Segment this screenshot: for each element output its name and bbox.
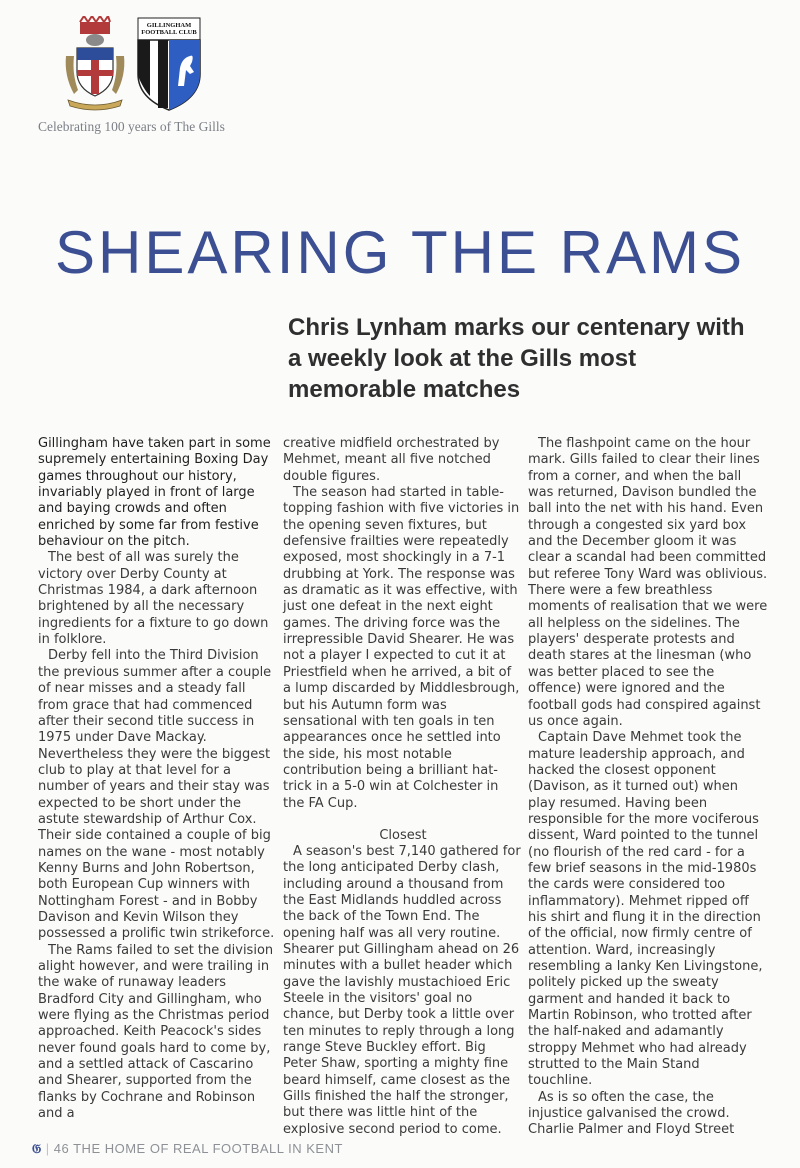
intro-paragraph: Gillingham have taken part in some supremely entertaining Boxing Day games throughout our history, invariably played in front of large and baying crowds and often enriched by some far from festive behaviour on the pitch.	[38, 436, 271, 550]
badge-lettering: GILLINGHAM FOOTBALL CLUB	[141, 22, 197, 36]
body-paragraph: As is so often the case, the injustice galvanised the crowd. Charlie Palmer and Floyd Street	[528, 1089, 735, 1138]
page-footer: 𝔊 | 46 THE HOME OF REAL FOOTBALL IN KENT	[32, 1141, 343, 1156]
body-paragraph: The flashpoint came on the hour mark. Gills failed to clear their lines from a corner, and when the ball was returned, Davison bundled the ball into the net with his hand. Even through a congested six yard box and the December gloom it was clear a scandal had been committed but referee Tony Ward was oblivious. There were a few breathless moments of realisation that we were all helpless on the sidelines. The players' desperate protests and death stares at the linesman (who was better placed to see the offence) were ignored and the football gods had conspired against us once again.	[528, 436, 768, 729]
club-monogram-icon: 𝔊	[32, 1141, 42, 1156]
article-standfirst: Chris Lynham marks our centenary with a weekly look at the Gills most memorable matches	[288, 314, 745, 403]
page-number: 46	[53, 1141, 70, 1156]
article-column-2	[283, 436, 523, 1138]
section-subheading: Closest	[379, 827, 427, 843]
body-paragraph: Captain Dave Mehmet took the mature leadership approach, and hacked the closest opponent (Davison, as it turned out) when play resumed. Having been responsible for the more vociferous dissent, Ward pointed to the tunnel (no flourish of the red card - for a few brief seasons in the mid-1980s the cards were considered too inflammatory). Mehmet ripped off his shirt and flung it in the direction of the official, now firmly centre of attention. Ward, increasingly resembling a lanky Ken Livingstone, politely picked up the sweaty garment and handed it back to Martin Robinson, who trotted after the half-naked and adamantly stroppy Mehmet who had already strutted to the Main Stand touchline.	[528, 730, 763, 1089]
body-paragraph: The season had started in table-topping fashion with five victories in the opening seven fixtures, but defensive frailties were repeatedly exposed, most shockingly in a 7-1 drubbing at York. The response was as dramatic as it was effective, with just one defeat in the next eight games. The driving force was the irrepressible David Shearer. He was not a player I expected to cut it at Priestfield when he arrived, a bit of a lump discarded by Middlesbrough, but his Autumn form was sensational with ten goals in ten appearances once he settled into the side, his most notable contribution being a brilliant hat-trick in a 5-0 win at Colchester in the FA Cup.	[283, 485, 520, 811]
series-tagline: Celebrating 100 years of The Gills	[38, 119, 225, 134]
body-paragraph: creative midfield orchestrated by Mehmet, meant all five notched double figures.	[283, 436, 500, 484]
article-column-3	[528, 436, 768, 1139]
medway-coat-of-arms-icon	[62, 16, 128, 112]
club-crests	[62, 16, 202, 112]
article-title: SHEARING THE RAMS	[55, 219, 745, 286]
footer-strapline: THE HOME OF REAL FOOTBALL IN KENT	[73, 1141, 343, 1156]
body-paragraph: The Rams failed to set the division alight however, and were trailing in the wake of runaway leaders Bradford City and Gillingham, who were flying as the Christmas period approached. Keith Peacock's sides never found goals hard to come by, and a settled attack of Cascarino and Shearer, supported from the flanks by Cochrane and Robinson and a	[38, 942, 274, 1122]
body-paragraph: Derby fell into the Third Division the previous summer after a couple of near misses and a steady fall from grace that had commenced after their second title success in 1975 under Dave Mackay. Nevertheless they were the biggest club to play at that level for a number of years and their stay was expected to be short under the astute stewardship of Arthur Cox. Their side contained a couple of big names on the wane - most notably Kenny Burns and John Robertson, both European Cup winners with Nottingham Forest - and in Bobby Davison and Kevin Wilson they possessed a prolific twin strikeforce.	[38, 648, 275, 942]
body-paragraph: The best of all was surely the victory over Derby County at Christmas 1984, a dark afternoon brightened by all the necessary ingredients for a fixture to go down in folklore.	[38, 550, 269, 648]
article-column-1	[38, 436, 278, 1122]
body-paragraph: A season's best 7,140 gathered for the long anticipated Derby clash, including around a thousand from the East Midlands huddled across the back of the Town End. The opening half was all very routine. Shearer put Gillingham ahead on 26 minutes with a bullet header which gave the lavishly mustachioed Eric Steele in the visitors' goal no chance, but Derby took a little over ten minutes to reply through a long range Steve Buckley effort. Big Peter Shaw, sporting a mighty fine beard himself, came closest as the Gills finished the half the stronger, but there was little hint of the explosive second period to come.	[283, 843, 521, 1137]
